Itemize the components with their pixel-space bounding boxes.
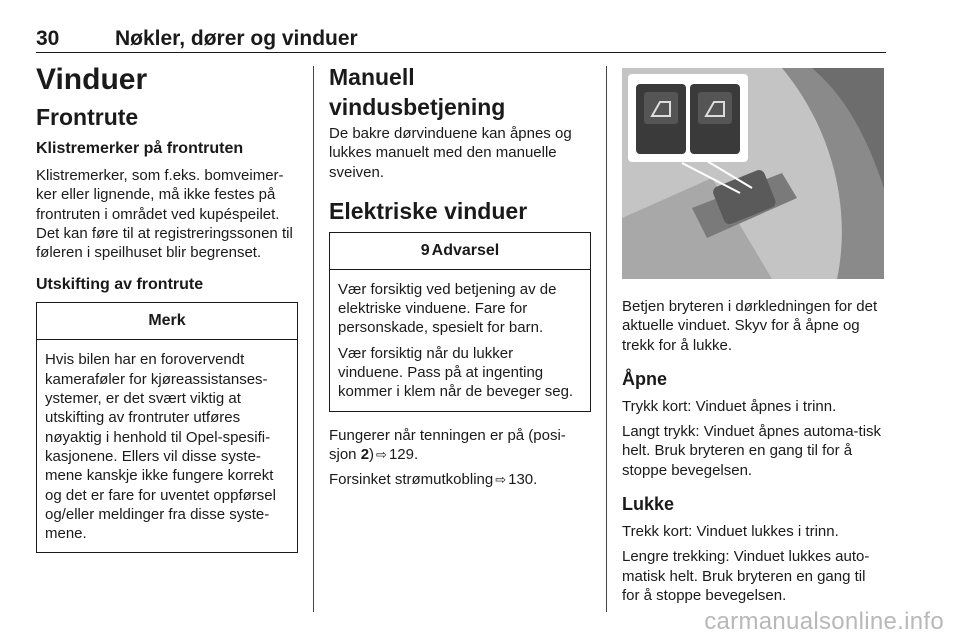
column-divider — [606, 66, 607, 612]
warning-title: Advarsel — [431, 241, 500, 259]
chapter-title: Nøkler, dører og vinduer — [115, 27, 358, 50]
note-text: Hvis bilen har en forovervendt kameraføler for kjøreassistanses-ystemer, er det svært viktig at utskifting av frontruter utføres nøyaktig i henhold til Opel-spesifi-kasjonene. Ellers vil disse syste-mene kanskje ikke fungere korrekt og det er fare for uventet oppførsel og/eller meldinger fra disse syste-mene. — [45, 351, 276, 543]
note-title: Merk — [37, 303, 297, 340]
column-divider — [313, 66, 314, 612]
paragraph-stickers: Klistremerker, som f.eks. bomveimer-ker eller lignende, må ikke festes på frontruten i området ved kupéspeilet. Det kan føre til at registreringssonen til føleren i speilhuset blir begrenset. — [36, 167, 293, 262]
page-ref-arrow-icon: ⇨ — [376, 446, 387, 462]
paragraph-close-short: Trekk kort: Vinduet lukkes i trinn. — [622, 523, 839, 541]
page-ref-arrow-icon: ⇨ — [495, 472, 507, 488]
note-box — [36, 302, 298, 553]
heading-close: Lukke — [622, 494, 675, 515]
watermark: carmanualsonline.info — [704, 608, 944, 635]
paragraph-ignition: Fungerer når tenningen er på (posi-sjon 2) ⇨ 129. — [329, 426, 566, 463]
paragraph-manual-window: De bakre dørvinduene kan åpnes og lukkes manuelt med den manuelle sveiven. — [329, 125, 572, 181]
window-switch-illustration — [622, 68, 884, 279]
heading-manual-window: Manuell vindusbetjening — [329, 64, 506, 120]
window-switch-photo — [622, 68, 884, 279]
column-left — [36, 60, 298, 553]
heading-power-windows: Elektriske vinduer — [329, 197, 528, 224]
section-title: Vinduer — [36, 63, 148, 96]
column-right — [622, 60, 886, 611]
paragraph-close-long: Lengre trekking: Vinduet lukkes auto-matisk helt. Bruk bryteren en gang til for å stoppe bevegelsen. — [622, 548, 870, 604]
heading-stickers: Klistremerker på frontruten — [36, 140, 244, 157]
warning-title-bar — [330, 233, 590, 270]
heading-open: Åpne — [622, 368, 667, 389]
subsection-title: Frontrute — [36, 104, 139, 130]
warning-paragraph-2: Vær forsiktig når du lukker vinduene. Pass på at ingenting kommer i klem når de beveger seg. — [338, 344, 574, 401]
page-reference: 129. — [388, 445, 419, 463]
paragraph-open-short: Trykk kort: Vinduet åpnes i trinn. — [622, 397, 837, 415]
page-number: 30 — [36, 27, 60, 50]
warning-paragraph-1: Vær forsiktig ved betjening av de elektriske vinduene. Fare for personskade, spesielt for barn. — [338, 280, 557, 337]
column-middle — [329, 60, 591, 496]
paragraph-switch-operation: Betjen bryteren i dørkledningen for det aktuelle vinduet. Skyv for å åpne og trekk for å lukke. — [622, 298, 878, 354]
page-header — [36, 22, 886, 53]
page-reference: 130. — [508, 471, 538, 489]
paragraph-open-long: Langt trykk: Vinduet åpnes automa-tisk helt. Bruk bryteren en gang til for å stoppe bevegelsen. — [622, 423, 882, 479]
heading-windshield-replacement: Utskifting av frontrute — [36, 276, 204, 294]
warning-box — [329, 232, 591, 412]
paragraph-delayed-power: Forsinket strømutkobling ⇨ 130. — [329, 471, 538, 489]
warning-icon: 9 — [420, 241, 430, 259]
